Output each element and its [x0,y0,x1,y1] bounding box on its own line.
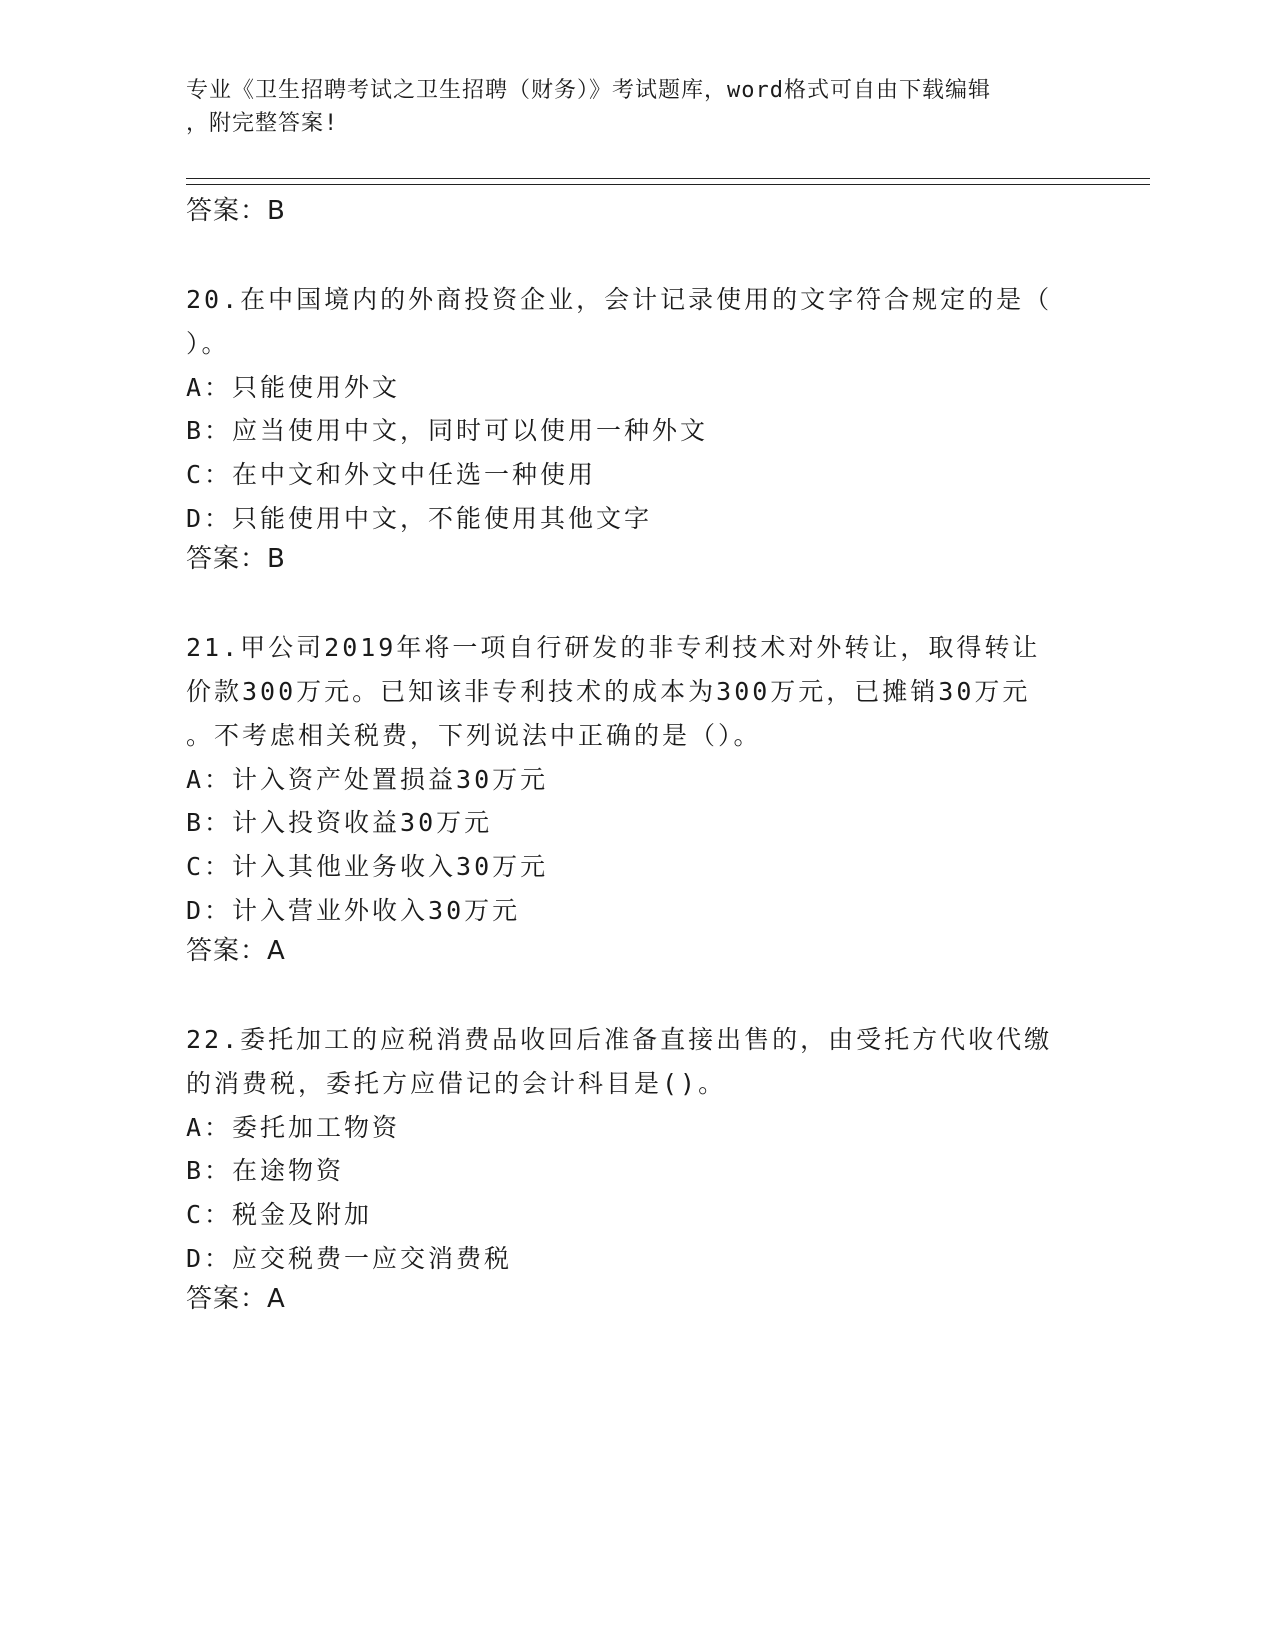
question-20-option-d: D：只能使用中文，不能使用其他文字 [186,504,653,533]
question-22-answer [186,1278,286,1315]
answer-label: 答案： [186,544,268,574]
answer-value: A [267,936,286,966]
question-21-text-cont-2: 。不考虑相关税费，下列说法中正确的是（）。 [186,721,762,750]
answer-value: A [267,1284,286,1314]
answer-label: 答案： [186,196,268,226]
question-21-answer [186,930,286,967]
question-20-answer [186,538,286,575]
header-divider-top [186,178,1150,179]
answer-label: 答案： [186,936,268,966]
question-20-text-cont: ）。 [186,329,230,358]
question-22-option-c: C：税金及附加 [186,1200,373,1229]
question-20-option-c: C：在中文和外文中任选一种使用 [186,460,597,489]
question-21-option-a: A：计入资产处置损益30万元 [186,765,549,794]
question-22-text-cont: 的消费税，委托方应借记的会计科目是()。 [186,1069,727,1098]
question-21-option-d: D：计入营业外收入30万元 [186,896,521,925]
question-22-text: 22.委托加工的应税消费品收回后准备直接出售的，由受托方代收代缴 [186,1025,1053,1054]
answer-value: B [267,544,286,574]
question-20-option-b: B：应当使用中文，同时可以使用一种外文 [186,416,709,445]
question-22-option-b: B：在途物资 [186,1156,345,1185]
document-header [186,74,1066,140]
answer-line [186,190,286,227]
question-20-option-a: A：只能使用外文 [186,373,401,402]
question-21-option-c: C：计入其他业务收入30万元 [186,852,549,881]
header-divider-bottom [186,184,1150,185]
question-22-option-d: D：应交税费一应交消费税 [186,1244,513,1273]
question-22-option-a: A：委托加工物资 [186,1113,401,1142]
question-21-text-cont-1: 价款300万元。已知该非专利技术的成本为300万元，已摊销30万元 [186,677,1031,706]
header-line-2: ，附完整答案! [186,111,339,136]
question-21-option-b: B：计入投资收益30万元 [186,808,493,837]
header-line-1: 专业《卫生招聘考试之卫生招聘（财务）》考试题库，word格式可自由下载编辑 [186,78,991,103]
question-21-text: 21.甲公司2019年将一项自行研发的非专利技术对外转让，取得转让 [186,633,1041,662]
answer-label: 答案： [186,1284,268,1314]
answer-value: B [267,196,286,226]
question-20-text: 20.在中国境内的外商投资企业，会计记录使用的文字符合规定的是（ [186,285,1053,314]
